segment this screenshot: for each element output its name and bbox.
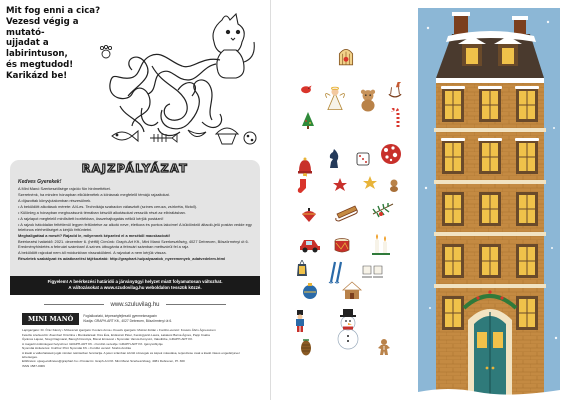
cardinal-bird-sticker[interactable] (299, 82, 313, 96)
drum-sticker[interactable] (333, 236, 351, 254)
website-link[interactable]: www.szuluvilag.hu (0, 302, 270, 308)
contest-topic-text: Meghallgattad a mesét? Rajzold le, milyennek képzeled el a meséből macskacicát! (18, 233, 171, 238)
cat-maze-illustration[interactable] (92, 10, 262, 150)
cat-paw-icon (100, 45, 111, 58)
contest-privacy (18, 256, 254, 261)
brand-info-line: Foglalkoztató, képességfejlesztő gyermekmagazin (83, 314, 157, 319)
imprint-line: Felelős szerkesztő: Zsemberi Krisztina • Munkatársak: Kiss Éva, Erdészeti Péter, Kerékgyártó Laura, Lakatosi Barna Ágnes, Papp Csaba (22, 332, 210, 337)
sled-sticker[interactable] (335, 202, 359, 222)
imprint (22, 312, 250, 368)
contest-title: RAJZPÁLYÁZAT (81, 162, 189, 175)
brand-info-line: Kiadja: GRAPH-ART Kft., 4027 Debrecen, Böszörményi út 6. (83, 318, 173, 323)
right-page (271, 0, 562, 400)
brand-info (79, 314, 172, 322)
contest-paragraph: • A rajzok hátoldalán feltétlenül legyen feltüntetve az alkotó neve, életkora és pontos lakcíme! A küldönkröl áltaoló-jelü postán vedde egy telefonos elérhetőséget a kérjük feltüntetni. (18, 222, 252, 232)
left-page (0, 0, 270, 400)
christmas-tree-sticker[interactable] (301, 112, 315, 130)
candles-sticker[interactable] (371, 232, 391, 256)
toy-car-sticker[interactable] (299, 236, 321, 254)
contest-paragraph: A díjazottak könyvjutalomban részesülnek. (18, 198, 92, 203)
contest-paragraph: • Különleg a hónapban meghozásunk témában készült alkotásokat vesszük részt az elbírálásban. (18, 210, 186, 215)
cookie-icon (244, 132, 256, 144)
contest-greeting: Kedves Gyerekek! (18, 179, 62, 185)
imprint-line: A kiadó a változtatások jogát minden tekintetben fenntartja. A jelen számban közölt szövegek és képek másolása, terjesztése csak a kiadó írásos engedélyével lehetséges. (22, 350, 240, 359)
imprint-line: Előfizetés: ujsag-elofizetes@graphart.hu • Postacím: Graph-Art Kft. Mini Manó Szerkesztőség, 4081 Debrecen, Pf. 300 (22, 359, 185, 363)
contest-publish: A beküldött rajzokat nem áll módunkban visszaküldeni. A rajzokat a nem kérjük vissza. (18, 250, 167, 255)
imprint-line: ISSN 1587-0009 (22, 363, 45, 368)
contest-deadline: Beérkezési határidő: 2021. december 6. (hétfő) Címünk: Graph-Art Kft., Mini Manó Szerkesztőség, 4027 Debrecen, Böszörményi út 6. Eredményhirdetés a februári számban! A színes útbugánta a februári számban mettszórül fel a rajz. (18, 239, 249, 249)
advent-calendar-building (418, 8, 560, 398)
chess-knight-sticker[interactable] (327, 148, 341, 170)
maze-instructions (6, 6, 106, 82)
skates-sticker[interactable] (361, 264, 385, 280)
contest-paragraph: Szeretnénk, ha minden hónapban elküldenétek a kiírásnak megfelelő témájú rajzaitokat. (18, 192, 170, 197)
teddy-bear-sticker[interactable] (357, 88, 379, 112)
imprint-line: Lapigazgató: Dr. Ónic Károly • Művészeti igazgató: Kovács Anna • Kreatív igazgató: Molnár Zoltán • Fordító-vezető: Kovács Ábris Ágnesszem (22, 328, 216, 332)
ornament-sticker[interactable] (301, 282, 319, 300)
contest-paragraph: • A beküldött alkotások mérete: A/4-es. Technikája szabadon választott (színes ceruza, zsírkréta, filctoll). (18, 204, 198, 209)
building-drawing (418, 8, 560, 398)
maze-instruction-line: Karikázd be! (6, 70, 68, 81)
maze-instruction-line: Mit fog enni a cica? (6, 6, 101, 16)
contest-topic (18, 233, 254, 238)
rocking-horse-sticker[interactable] (388, 80, 402, 98)
star-sticker[interactable] (363, 176, 377, 190)
contest-privacy-text[interactable]: Részletek szabályzat és adatkezelési tájékoztató: http://graphart.hu/palyazatok_nyeremenyek_adatvedelem.html (18, 256, 226, 261)
red-star-sticker[interactable] (333, 178, 347, 192)
brand-logo: MINI MANÓ (22, 313, 79, 325)
contest-paragraph: A Mini Manó Szerkesztősége rajzólo fün hirdmettéket. (18, 186, 111, 191)
maze-drawing (92, 10, 262, 150)
snowman-sticker[interactable] (333, 306, 363, 350)
spinning-top-sticker[interactable] (301, 208, 317, 222)
banana-icon (188, 130, 206, 137)
candy-cane-sticker[interactable] (391, 108, 401, 128)
teddy-sticker-small[interactable] (387, 178, 401, 192)
notice-line: Figyelem! A beérkezési határidő a járványügyi helyzet miatt folyamatosan változhat. (47, 279, 223, 284)
cat-icon (213, 14, 254, 78)
toy-soldier-sticker[interactable] (293, 310, 307, 332)
cage-bird-sticker[interactable] (335, 45, 357, 67)
sticker-sheet (271, 0, 411, 400)
red-bell-sticker[interactable] (295, 156, 315, 178)
contest-paragraph: • A rajzlapot megfelelő minősített borítékban, összehajtogatás nélkül kérjük postázni! (18, 216, 164, 221)
cupcake-icon (216, 128, 238, 144)
drawing-contest-panel (10, 160, 260, 295)
deadline-notice-banner (10, 276, 260, 295)
imprint-line: Nyomdai kivitelezés: Csiribor Print Nyomdai Kft. • Fordító vezető: Szabó András (22, 346, 132, 350)
gingerbread-sticker[interactable] (375, 338, 393, 356)
notice-line: A változásokat a www.szudovilag.hu weboldalon tesszük közzé. (68, 284, 202, 290)
maze-instruction-line: Vezesd végig a mutató- (6, 16, 79, 38)
angel-sticker[interactable] (323, 86, 347, 112)
mushroom-ornament-sticker[interactable] (379, 142, 403, 166)
maze-instruction-line: ujjadat a labirintuson, (6, 38, 68, 60)
pine-branch-sticker[interactable] (371, 200, 395, 220)
maze-instruction-line: és megtudod! (6, 59, 74, 70)
contest-body (18, 180, 254, 262)
gingerbread-house-sticker[interactable] (341, 280, 363, 300)
imprint-body (22, 328, 250, 368)
dice-sticker[interactable] (356, 152, 370, 166)
imprint-line: A magazin különlegesi helyszínei: GRAPH-ART Kft. • Fordító vezetője: GRAPH-ART Kft. Igénysöblyöje (22, 341, 163, 346)
fish-icon (112, 131, 138, 141)
imprint-line: Újvános Lajosé, Szegi Dagmaral, Barogh Dorottya, Biscel Ernsével • Nyomdai: Varsói-Kényszó, Vakotbtbe, GRAPH-ART Kft. (22, 337, 193, 341)
brand-row (22, 312, 250, 325)
pine-cone-sticker[interactable] (299, 338, 313, 356)
sock-sticker[interactable] (297, 176, 309, 194)
lantern-sticker[interactable] (295, 260, 309, 278)
